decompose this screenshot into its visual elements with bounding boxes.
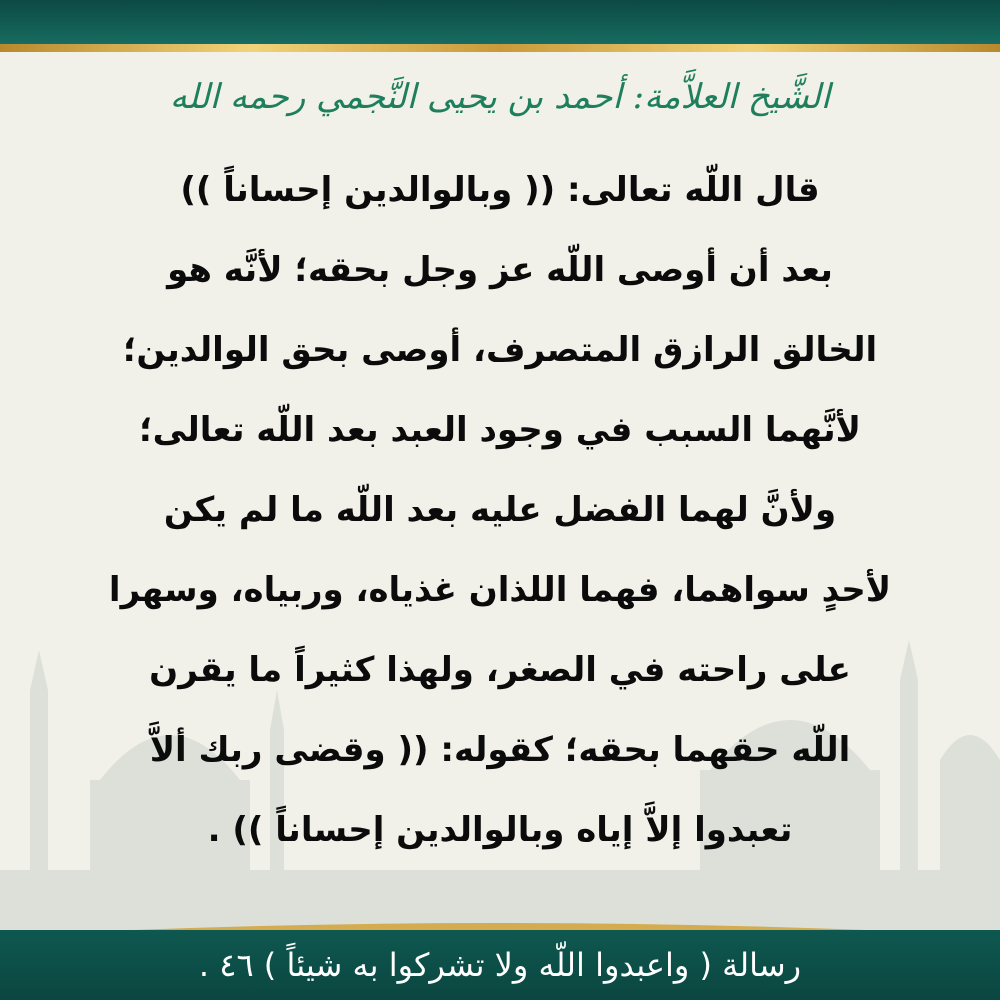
body-line: اللّه حقهما بحقه؛ كقوله: (( وقضى ربك ألاَّ — [149, 730, 851, 770]
body-line: الخالق الرازق المتصرف، أوصى بحق الوالدين؛ — [122, 330, 878, 370]
body-line: لأحدٍ سواهما، فهما اللذان غذياه، وربياه، وسهرا — [108, 570, 892, 610]
body-line: قال اللّه تعالى: (( وبالوالدين إحساناً )) — [180, 170, 820, 210]
body-line: بعد أن أوصى اللّه عز وجل بحقه؛ لأنَّه هو — [167, 250, 833, 290]
body-line: تعبدوا إلاَّ إياه وبالوالدين إحساناً )) . — [207, 810, 793, 850]
body-line: ولأنَّ لهما الفضل عليه بعد اللّه ما لم يكن — [163, 490, 837, 530]
top-green-band — [0, 0, 1000, 44]
author-calligraphy: الشَّيخ العلاَّمة: أحمد بن يحيى النَّجمي رحمه الله — [169, 77, 831, 117]
body-line: لأنَّهما السبب في وجود العبد بعد اللّه تعالى؛ — [138, 410, 862, 450]
top-gold-border — [0, 44, 1000, 52]
body-line: على راحته في الصغر، ولهذا كثيراً ما يقرن — [149, 650, 851, 690]
quote-body — [60, 150, 940, 870]
source-reference: رسالة ( واعبدوا اللّه ولا تشركوا به شيئاً ) ٤٦ . — [198, 946, 802, 984]
